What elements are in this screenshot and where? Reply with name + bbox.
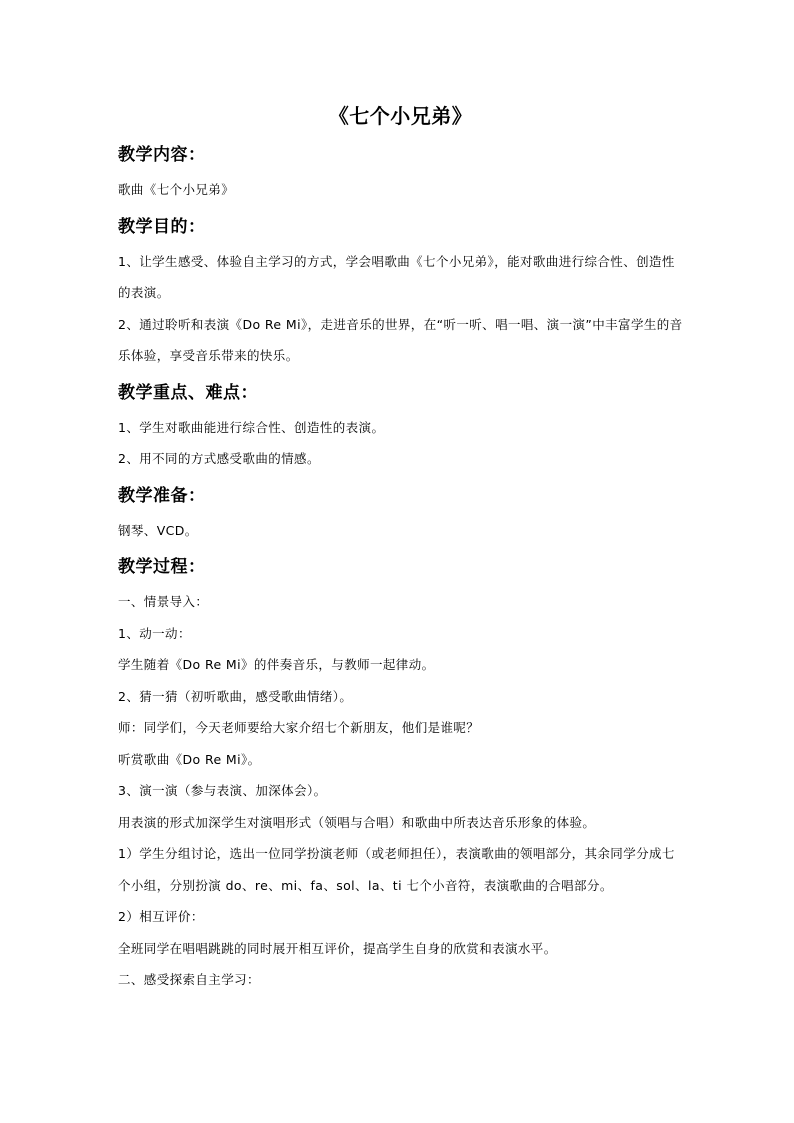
paragraph: 2、猜一猜（初听歌曲，感受歌曲情绪）。 <box>118 688 353 704</box>
paragraph: 1、让学生感受、体验自主学习的方式，学会唱歌曲《七个小兄弟》，能对歌曲进行综合性、创造性的表演。 <box>118 253 675 300</box>
section-heading-objectives: 教学目的： <box>118 216 206 237</box>
paragraph: 歌曲《七个小兄弟》 <box>118 182 235 197</box>
section-heading-preparation: 教学准备： <box>118 485 206 506</box>
document-title: 《七个小兄弟》 <box>328 104 473 128</box>
section-heading-content: 教学内容： <box>118 145 206 165</box>
paragraph: 钢琴、VCD。 <box>118 522 198 538</box>
paragraph: 全班同学在唱唱跳跳的同时展开相互评价，提高学生自身的欣赏和表演水平。 <box>118 940 557 956</box>
paragraph: 2）相互评价： <box>118 909 204 924</box>
paragraph: 听赏歌曲《Do Re Mi》。 <box>118 751 261 767</box>
paragraph: 学生随着《Do Re Mi》的伴奏音乐，与教师一起律动。 <box>118 657 435 672</box>
paragraph: 1、学生对歌曲能进行综合性、创造性的表演。 <box>118 419 385 435</box>
paragraph: 3、演一演（参与表演、加深体会）。 <box>118 783 327 798</box>
paragraph: 1、动一动： <box>118 625 191 641</box>
section-heading-process: 教学过程： <box>118 557 206 577</box>
paragraph: 二、感受探索自主学习： <box>118 972 260 987</box>
paragraph: 2、通过聆听和表演《Do Re Mi》，走进音乐的世界，在“听一听、唱一唱、演一演”中丰富学生的音乐体验，享受音乐带来的快乐。 <box>118 316 683 363</box>
paragraph: 1）学生分组讨论，选出一位同学扮演老师（或老师担任），表演歌曲的领唱部分，其余同学分成七个小组，分别扮演 do、re、mi、fa、sol、la、ti 七个小音符，表演歌曲的合唱部分。 <box>118 846 675 893</box>
section-heading-key-points: 教学重点、难点： <box>118 382 258 403</box>
document-body <box>118 98 683 996</box>
paragraph: 师：同学们，今天老师要给大家介绍七个新朋友，他们是谁呢？ <box>118 720 480 735</box>
paragraph: 一、情景导入： <box>118 594 209 609</box>
paragraph: 用表演的形式加深学生对演唱形式（领唱与合唱）和歌曲中所表达音乐形象的体验。 <box>118 814 596 830</box>
paragraph: 2、用不同的方式感受歌曲的情感。 <box>118 451 320 466</box>
